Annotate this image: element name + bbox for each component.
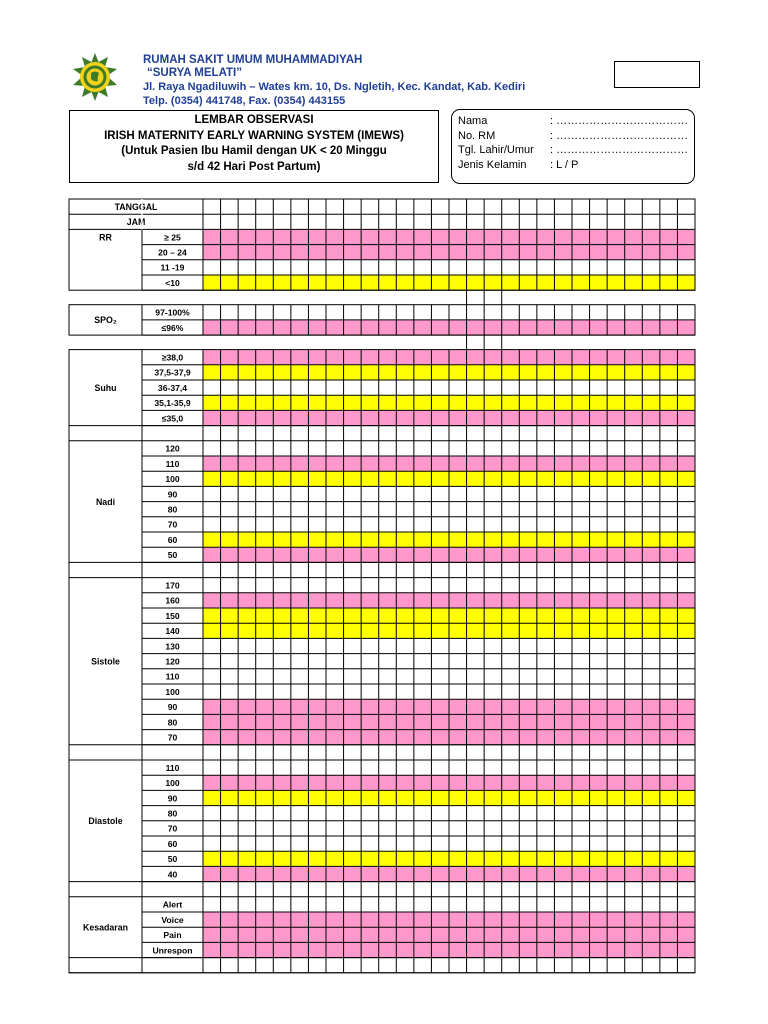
row-threshold-label: 80 <box>167 808 178 819</box>
vital-row <box>142 578 695 593</box>
form-title-line-1: LEMBAR OBSERVASI <box>194 114 314 126</box>
vital-row <box>142 441 695 456</box>
vital-row <box>142 821 695 836</box>
row-threshold-label: 140 <box>165 626 180 637</box>
row-threshold-label: 90 <box>167 702 178 713</box>
vital-row <box>142 866 695 881</box>
header-row-label: JAM <box>126 217 146 228</box>
header-row-label: TANGGAL <box>114 202 158 212</box>
row-threshold-label: 100 <box>165 474 180 485</box>
vital-row <box>142 275 695 290</box>
section-spacer-row <box>69 882 695 897</box>
header-row-bg <box>69 214 695 229</box>
row-threshold-label: 150 <box>165 610 180 621</box>
vital-row <box>142 320 695 335</box>
row-threshold-label: 80 <box>167 717 178 728</box>
vital-row <box>142 380 695 395</box>
row-threshold-label: 120 <box>165 656 180 667</box>
patient-name-field[interactable]: : ……………………………… <box>550 115 689 127</box>
vital-row <box>142 942 695 957</box>
hospital-name: RUMAH SAKIT UMUM MUHAMMADIYAH <box>143 54 363 66</box>
row-threshold-label: 37,5-37,9 <box>154 367 191 378</box>
row-threshold-label: 170 <box>165 580 180 591</box>
section-name-label: Suhu <box>94 382 117 393</box>
row-threshold-label: 90 <box>167 793 178 804</box>
row-threshold-label: 35,1-35,9 <box>154 398 191 409</box>
vital-row <box>142 654 695 669</box>
section-diastole <box>69 760 695 897</box>
vital-row <box>142 471 695 486</box>
section-nadi <box>69 441 695 578</box>
vital-row <box>142 517 695 532</box>
vital-row <box>142 245 695 260</box>
row-threshold-label: 120 <box>165 443 180 454</box>
vital-row <box>142 699 695 714</box>
birthdate-age-label: Tgl. Lahir/Umur <box>458 144 534 156</box>
vital-row <box>142 638 695 653</box>
form-title-line-4: s/d 42 Hari Post Partum) <box>187 160 321 173</box>
vital-row <box>142 260 695 275</box>
row-threshold-label: 70 <box>167 519 178 530</box>
vital-row <box>142 730 695 745</box>
vital-row <box>142 608 695 623</box>
section-name-label: Nadi <box>95 496 116 507</box>
medical-record-label: No. RM <box>458 129 496 142</box>
header-row-jam <box>69 214 695 229</box>
row-threshold-label: 60 <box>167 534 178 545</box>
row-threshold-label: Pain <box>163 930 182 941</box>
vital-row <box>142 836 695 851</box>
hospital-address: Jl. Raya Ngadiluwih – Wates km. 10, Ds. Ngletih, Kec. Kandat, Kab. Kediri <box>143 81 526 93</box>
vital-row <box>142 365 695 380</box>
row-threshold-label: 60 <box>167 838 178 849</box>
vital-row <box>142 502 695 517</box>
section-spacer-row <box>69 958 695 973</box>
hospital-phone: Telp. (0354) 441748, Fax. (0354) 443155 <box>143 95 346 107</box>
vital-row <box>142 593 695 608</box>
vital-row <box>142 395 695 410</box>
row-threshold-label: <10 <box>165 277 180 288</box>
vital-row <box>142 790 695 805</box>
section-name-label: Diastole <box>88 816 123 827</box>
row-threshold-label: 97-100% <box>155 307 190 318</box>
vital-row <box>142 806 695 821</box>
section-spacer-row <box>69 426 695 441</box>
vital-row <box>142 669 695 684</box>
header-row-tanggal <box>69 199 695 214</box>
vital-row <box>142 684 695 699</box>
section-spacer-row <box>69 745 695 760</box>
gender-field[interactable]: : L / P <box>550 158 579 171</box>
section-name-label: Kesadaran <box>83 922 128 933</box>
row-threshold-label: 50 <box>167 550 178 561</box>
row-threshold-label: 110 <box>165 458 180 469</box>
row-threshold-label: 11 -19 <box>160 262 185 273</box>
row-threshold-label: 110 <box>165 762 180 773</box>
vital-row <box>142 912 695 927</box>
hospital-subname: “SURYA MELATI” <box>147 67 242 79</box>
row-threshold-label: Alert <box>162 899 183 910</box>
vital-row <box>142 229 695 244</box>
vital-row <box>142 547 695 562</box>
row-threshold-label: 36-37,4 <box>157 382 188 393</box>
vital-row <box>142 897 695 912</box>
section-name-label: RR <box>99 232 112 243</box>
section-name-label: SPO₂ <box>94 315 117 326</box>
vital-row <box>142 350 695 365</box>
row-threshold-label: 160 <box>165 595 180 606</box>
row-threshold-label: ≥38,0 <box>161 352 184 363</box>
section-spacer-row <box>69 562 695 577</box>
header-row-bg <box>69 199 695 214</box>
row-threshold-label: 50 <box>167 854 178 865</box>
birthdate-age-field[interactable]: : ……………………………… <box>550 144 689 156</box>
row-threshold-label: 100 <box>165 686 180 697</box>
row-threshold-label: ≥ 25 <box>164 232 181 243</box>
vital-row <box>142 486 695 501</box>
row-threshold-label: 130 <box>165 641 180 652</box>
row-threshold-label: 90 <box>167 489 178 500</box>
row-threshold-label: 80 <box>167 504 178 515</box>
row-threshold-label: 100 <box>165 778 180 789</box>
form-title-line-3: (Untuk Pasien Ibu Hamil dengan UK < 20 Minggu <box>121 145 387 157</box>
row-threshold-label: 20 – 24 <box>158 247 187 258</box>
vital-row <box>142 623 695 638</box>
vital-row <box>142 714 695 729</box>
row-threshold-label: ≤35,0 <box>161 413 184 424</box>
row-threshold-label: Voice <box>161 914 184 925</box>
vital-row <box>142 760 695 775</box>
row-threshold-label: 110 <box>165 671 180 682</box>
row-threshold-label: 70 <box>167 823 178 834</box>
row-threshold-label: 70 <box>167 732 178 743</box>
gender-label: Jenis Kelamin <box>458 158 527 171</box>
section-name-label: Sistole <box>91 656 120 667</box>
vital-row <box>142 851 695 866</box>
vital-row <box>142 775 695 790</box>
patient-name-label: Nama <box>458 115 488 127</box>
vital-row <box>142 532 695 547</box>
vital-row <box>142 927 695 942</box>
row-threshold-label: ≤96% <box>161 322 184 333</box>
vital-row <box>142 456 695 471</box>
row-threshold-label: 40 <box>167 869 178 880</box>
section-kesadaran <box>69 897 695 973</box>
medical-record-field[interactable]: : ……………………………… <box>550 129 689 142</box>
form-title-line-2: IRISH MATERNITY EARLY WARNING SYSTEM (IMEWS) <box>104 129 404 142</box>
vital-row <box>142 410 695 425</box>
vital-row <box>142 305 695 320</box>
row-threshold-label: Unrespon <box>152 945 193 956</box>
